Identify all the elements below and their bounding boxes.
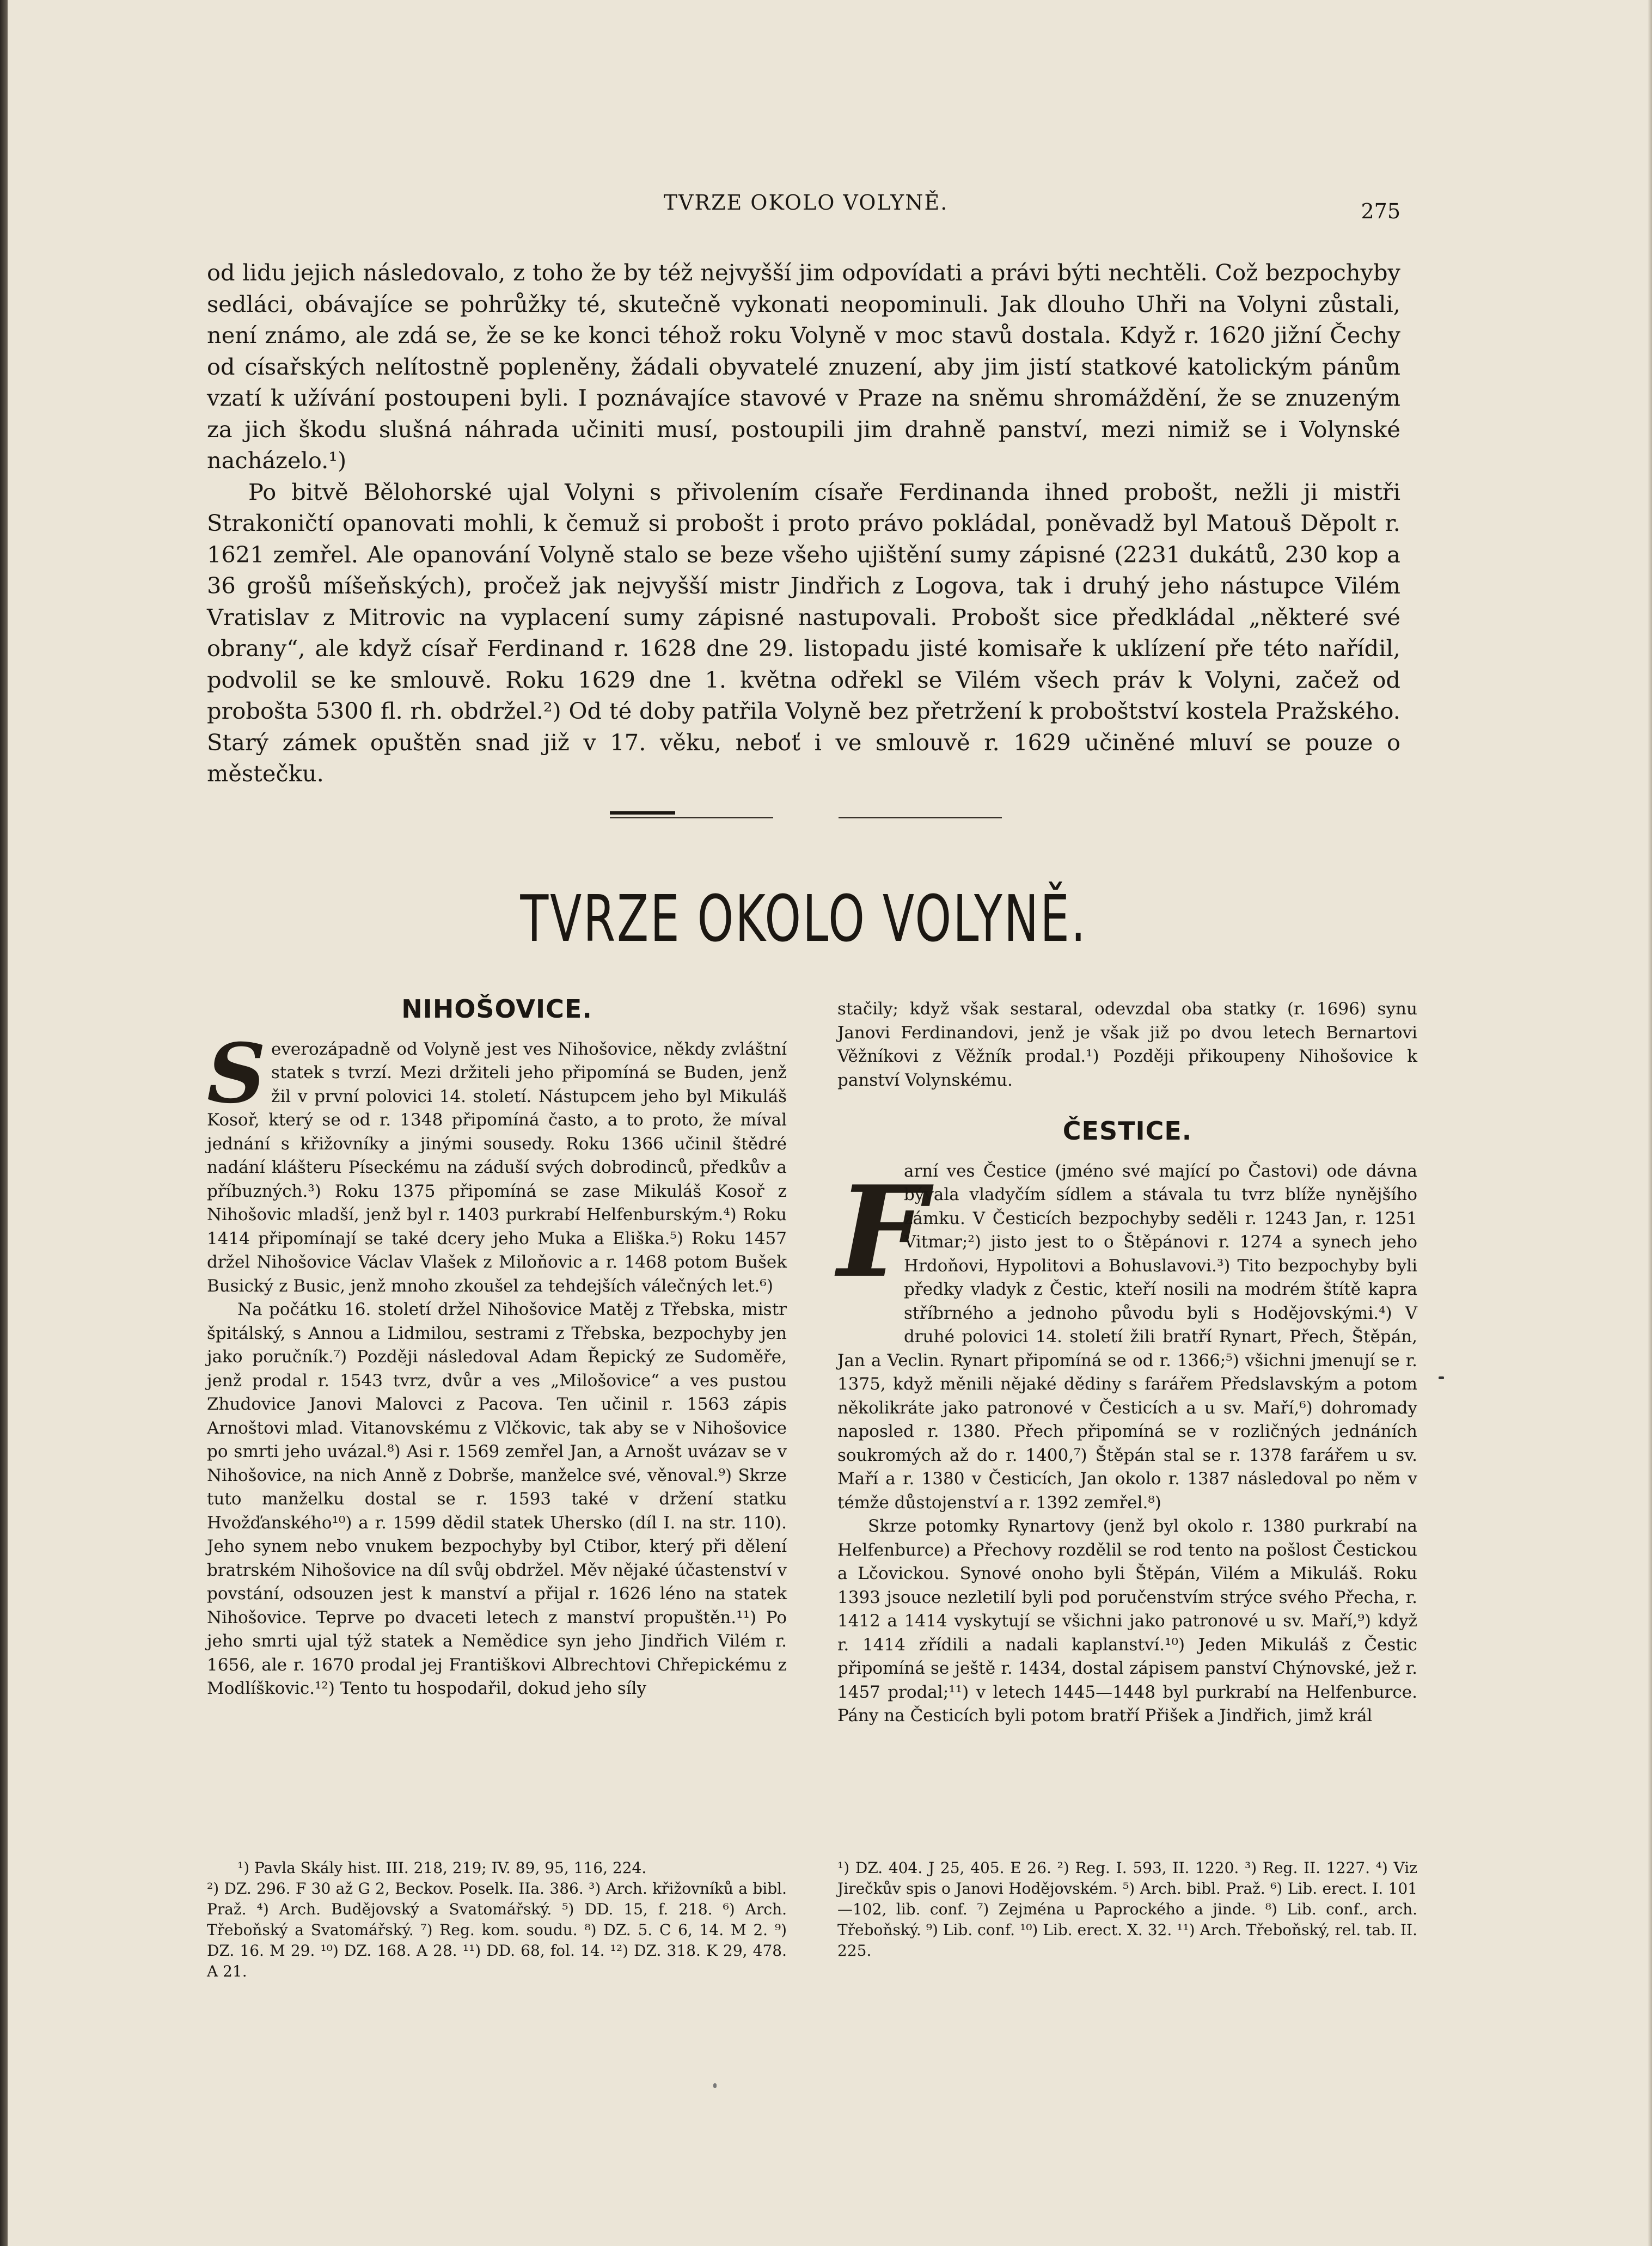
footnotes-left <box>207 1858 787 1982</box>
section-separator <box>610 811 1002 824</box>
decorated-initial: S <box>207 1025 266 1122</box>
footnote: ²) DZ. 296. F 30 až G 2, Beckov. Poselk. IIa. 386. ³) Arch. křižovníků a bibl. Praž. ⁴) Arch. Budějovský a Svatomářský. ⁵) DD. 15, f. 218. ⁶) Arch. Třeboňský a Svatomářský. ⁷) Reg. kom. soudu. ⁸) DZ. 5. C 6, 14. M 2. ⁹) DZ. 16. M 29. ¹⁰) DZ. 168. A 28. ¹¹) DD. 68, fol. 14. ¹²) DZ. 318. K 29, 478. A 21. <box>207 1880 787 1980</box>
paragraph: arní ves Čestice (jméno své mající po Častovi) ode dávna bývala vladyčím sídlem a stávala tu tvrz blíže nynějšího zámku. V Česticích bezpochyby seděli r. 1243 Jan, r. 1251 Vitmar;²) jisto jest to o Štěpánovi r. 1274 a synech jeho Hrdoňovi, Hypolitovi a Bohuslavovi.³) Tito bezpochyby byli předky vladyk z Čestic, kteří nosili na modrém štítě kapra stříbrného a jednoho původu byli s Hodějovskými.⁴) V druhé polovici 14. století žili bratří Rynart, Přech, Štěpán, Jan a Veclin. Rynart připomíná se od r. 1366;⁵) všichni jmenují se r. 1375, když měnili nějaké dědiny s farářem Předslavským a potom několikráte jako patronové v Česticích a u sv. Maří,⁶) dohromady naposled r. 1380. Přech připomíná se v rozličných jednáních soukromých až do r. 1400,⁷) Štěpán stal se r. 1378 farářem u sv. Maří a r. 1380 v Česticích, Jan okolo r. 1387 následoval po něm v témže důstojenství a r. 1392 zemřel.⁸) <box>837 1161 1417 1513</box>
page-binding-edge <box>0 0 8 2246</box>
page-number: 275 <box>1361 199 1400 223</box>
footnote: ¹) DZ. 404. J 25, 405. E 26. ²) Reg. I. 593, II. 1220. ³) Reg. II. 1227. ⁴) Viz Jirečkův spis o Janovi Hodějovském. ⁵) Arch. bibl. Praž. ⁶) Lib. erect. I. 101—102, lib. conf. ⁷) Zejména u Paprockého a jinde. ⁸) Lib. conf., arch. Třeboňský. ⁹) Lib. conf. ¹⁰) Lib. erect. X. 32. ¹¹) Arch. Třeboňský, rel. tab. II. 225. <box>837 1859 1417 1960</box>
right-column <box>837 997 1417 1728</box>
running-header: TVRZE OKOLO VOLYNĚ. <box>663 191 949 215</box>
separator-center-bar <box>610 811 675 815</box>
section-heading-cestice: ČESTICE. <box>1062 1116 1192 1146</box>
paragraph: everozápadně od Volyně jest ves Nihošovice, někdy zvláštní statek s tvrzí. Mezi držiteli jeho připomíná se Buden, jenž žil v první polovici 14. století. Nástupcem jeho byl Mikuláš Kosoř, který se od r. 1348 připomíná často, a to proto, že míval jednání s křižovníky a jinými sousedy. Roku 1366 učinil štědré nadání klášteru Píseckému na záduší svých dobrodinců, předkův a příbuzných.³) Roku 1375 připomíná se zase Mikuláš Kosoř z Nihošovic mladší, jenž byl r. 1403 purkrabí Helfenburským.⁴) Roku 1414 připomínají se také dcery jeho Muka a Eliška.⁵) Roku 1457 držel Nihošovice Václav Vlašek z Miloňovic a r. 1468 potom Bušek Busický z Busic, jenž mnoho zkoušel za tehdejších válečných let.⁶) <box>207 1039 787 1296</box>
page-right-edge <box>1648 0 1652 2246</box>
paragraph: stačily; když však sestaral, odevzdal oba statky (r. 1696) synu Janovi Ferdinandovi, jenž je však již po dvou letech Bernartovi Věžníkovi z Věžník prodal.¹) Později přikoupeny Nihošovice k panství Volynskému. <box>837 999 1417 1090</box>
paragraph: od lidu jejich následovalo, z toho že by též nejvyšší jim odpovídati a právi býti nechtěli. Což bezpochyby sedláci, obávajíce se pohrůžky té, skutečně vykonati neopominuli. Jak dlouho Uhři na Volyni zůstali, není známo, ale zdá se, že se ke konci téhož roku Volyně v moc stavů dostala. Když r. 1620 jižní Čechy od císařských nelítostně popleněny, žádali obyvatelé znuzení, aby jim jistí statkové katolickým pánům vzatí k užívání postoupeni byli. I poznávajíce stavové v Praze na sněmu shromáždění, že se znuzeným za jich škodu slušná náhrada učiniti musí, postoupili jim drahně panství, mezi nimiž se i Volynské nacházelo.¹) <box>207 259 1400 474</box>
separator-line <box>839 817 1002 818</box>
paragraph: Po bitvě Bělohorské ujal Volyni s přivolením císaře Ferdinanda ihned probošt, nežli ji mistři Strakoničtí opanovati mohli, k čemuž si probošt i proto právo pokládal, poněvadž byl Matouš Děpolt r. 1621 zemřel. Ale opanování Volyně stalo se beze všeho ujištění sumy zápisné (2231 dukátů, 230 kop a 36 grošů míšeňských), pročež jak nejvyšší mistr Jindřich z Logova, tak i druhý jeho nástupce Vilém Vratislav z Mitrovic na vyplacení sumy zápisné nastupovali. Probošt sice předkládal „některé své obrany“, ale když císař Ferdinand r. 1628 dne 29. listopadu jisté komisaře k uklízení pře této nařídil, podvolil se ke smlouvě. Roku 1629 dne 1. května odřekl se Vilém všech práv k Volyni, začež od probošta 5300 fl. rh. obdržel.²) Od té doby patřila Volyně bez přetržení k proboštství kostela Pražského. Starý zámek opuštěn snad již v 17. věku, neboť i ve smlouvě r. 1629 učiněné mluví se pouze o městečku. <box>207 478 1400 787</box>
margin-mark <box>1439 1376 1444 1379</box>
paragraph: Na počátku 16. století držel Nihošovice Matěj z Třebska, mistr špitálský, s Annou a Lidmilou, sestrami z Třebska, bezpochyby jen jako poručník.⁷) Později následoval Adam Řepický ze Sudoměře, jenž prodal r. 1543 tvrz, dvůr a ves „Milošovice“ a ves pustou Zhudovice Janovi Malovci z Pacova. Ten učinil r. 1563 zápis Arnoštovi mlad. Vitanovskému z Vlčkovic, tak aby se v Nihošovice po smrti jeho uvázal.⁸) Asi r. 1569 zemřel Jan, a Arnošt uvázav se v Nihošovice, na nich Anně z Dobrše, manželce své, věnoval.⁹) Skrze tuto manželku dostal se r. 1593 také v držení statku Hvožďanského¹⁰) a r. 1599 dědil statek Uhersko (díl I. na str. 110). Jeho synem nebo vnukem bezpochyby byl Ctibor, který při dělení bratrském Nihošovice na díl svůj obdržel. Měv nějaké účastenství v povstání, odsouzen jest k manství a přijal r. 1626 léno na statek Nihošovice. Teprve po dvaceti letech z manství propuštěn.¹¹) Po jeho smrti ujal týž statek a Nemědice syn jeho Jindřich Vilém r. 1656, ale r. 1670 prodal jej Františkovi Albrechtovi Chřepickému z Modlíškovic.¹²) Tento tu hospodařil, dokud jeho síly <box>207 1300 787 1698</box>
left-column <box>207 994 787 1701</box>
decorated-initial: F <box>837 1158 927 1306</box>
chapter-title: TVRZE OKOLO VOLYNĚ. <box>520 881 1087 956</box>
footnotes-right <box>837 1858 1417 1961</box>
section-heading-nihosovice: NIHOŠOVICE. <box>401 994 592 1024</box>
separator-line <box>610 817 773 818</box>
footnote: ¹) Pavla Skály hist. III. 218, 219; IV. 89, 95, 116, 224. <box>237 1859 647 1877</box>
page-speck <box>713 2083 717 2088</box>
paragraph: Skrze potomky Rynartovy (jenž byl okolo r. 1380 purkrabí na Helfenburce) a Přechovy rozdělil se rod tento na pošlost Čestickou a Lčovickou. Synové onoho byli Štěpán, Vilém a Mikuláš. Roku 1393 jsouce nezletilí byli pod poručenstvím strýce svého Přecha, r. 1412 a 1414 vyskytují se všichni jako patronové u sv. Maří,⁹) když r. 1414 zřídili a nadali kaplanství.¹⁰) Jeden Mikuláš z Čestic připomíná se ještě r. 1434, dostal zápisem panství Chýnovské, jež r. 1457 prodal;¹¹) v letech 1445—1448 byl purkrabí na Helfenburce. Pány na Česticích byli potom bratří Přišek a Jindřich, jimž král <box>837 1516 1417 1725</box>
continued-text-block <box>207 257 1400 790</box>
